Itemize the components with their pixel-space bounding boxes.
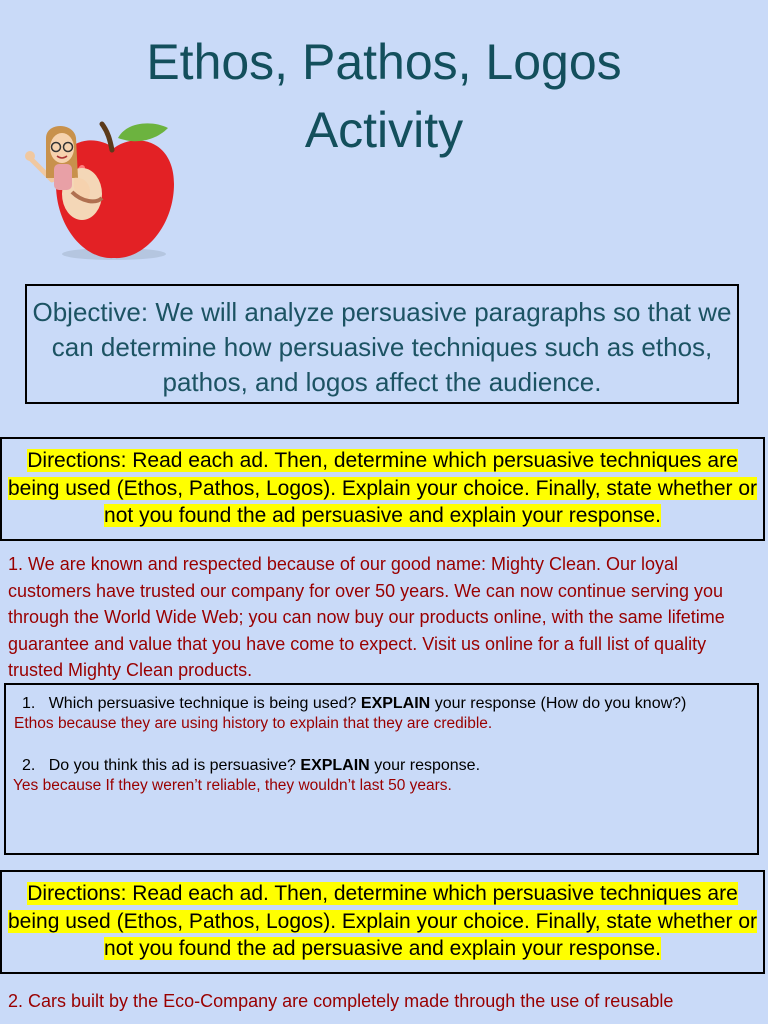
question-2-rest: your response. <box>374 757 481 774</box>
question-1-rest: your response (How do you know?) <box>434 695 687 712</box>
directions-box-1 <box>0 437 765 541</box>
directions-text-1: Directions: Read each ad. Then, determine which persuasive techniques are being used (Ethos, Pathos, Logos). Explain your choice. Finally, state whether or not you found the ad persuasive and explain your response. <box>7 449 758 527</box>
answer-1: Ethos because they are using history to explain that they are credible. <box>14 715 493 732</box>
title-line-2: Activity <box>304 102 464 158</box>
objective-box: Objective: We will analyze persuasive paragraphs so that we can determine how persuasive techniques such as ethos, pathos, and logos affect the audience. <box>25 284 739 404</box>
answer-2: Yes because If they weren’t reliable, they wouldn’t last 50 years. <box>13 777 452 794</box>
question-box-1 <box>4 683 759 855</box>
question-2-text: Do you think this ad is persuasive? <box>48 757 296 774</box>
ad-paragraph-1: 1. We are known and respected because of our good name: Mighty Clean. Our loyal customers have trusted our company for over 50 years. We can now continue serving you through the World Wide Web; you can now buy our products online, with the same lifetime guarantee and value that you have come to expect. Visit us online for a full list of quality trusted Mighty Clean products. <box>8 554 725 681</box>
ad-paragraph-2: 2. Cars built by the Eco-Company are completely made through the use of reusable <box>8 991 674 1011</box>
question-2-number: 2. <box>22 757 36 774</box>
question-2-bold: EXPLAIN <box>300 757 370 774</box>
question-1-text: Which persuasive technique is being used? <box>48 695 357 712</box>
directions-text-2: Directions: Read each ad. Then, determine which persuasive techniques are being used (Ethos, Pathos, Logos). Explain your choice. Finally, state whether or not you found the ad persuasive and explain your response. <box>7 882 758 960</box>
title-line-1: Ethos, Pathos, Logos <box>146 34 622 90</box>
question-1 <box>22 695 686 713</box>
question-2 <box>22 757 480 775</box>
apple-bitmoji-icon <box>22 118 182 268</box>
question-1-bold: EXPLAIN <box>360 695 431 712</box>
directions-box-2 <box>0 870 765 974</box>
question-1-number: 1. <box>22 695 36 712</box>
